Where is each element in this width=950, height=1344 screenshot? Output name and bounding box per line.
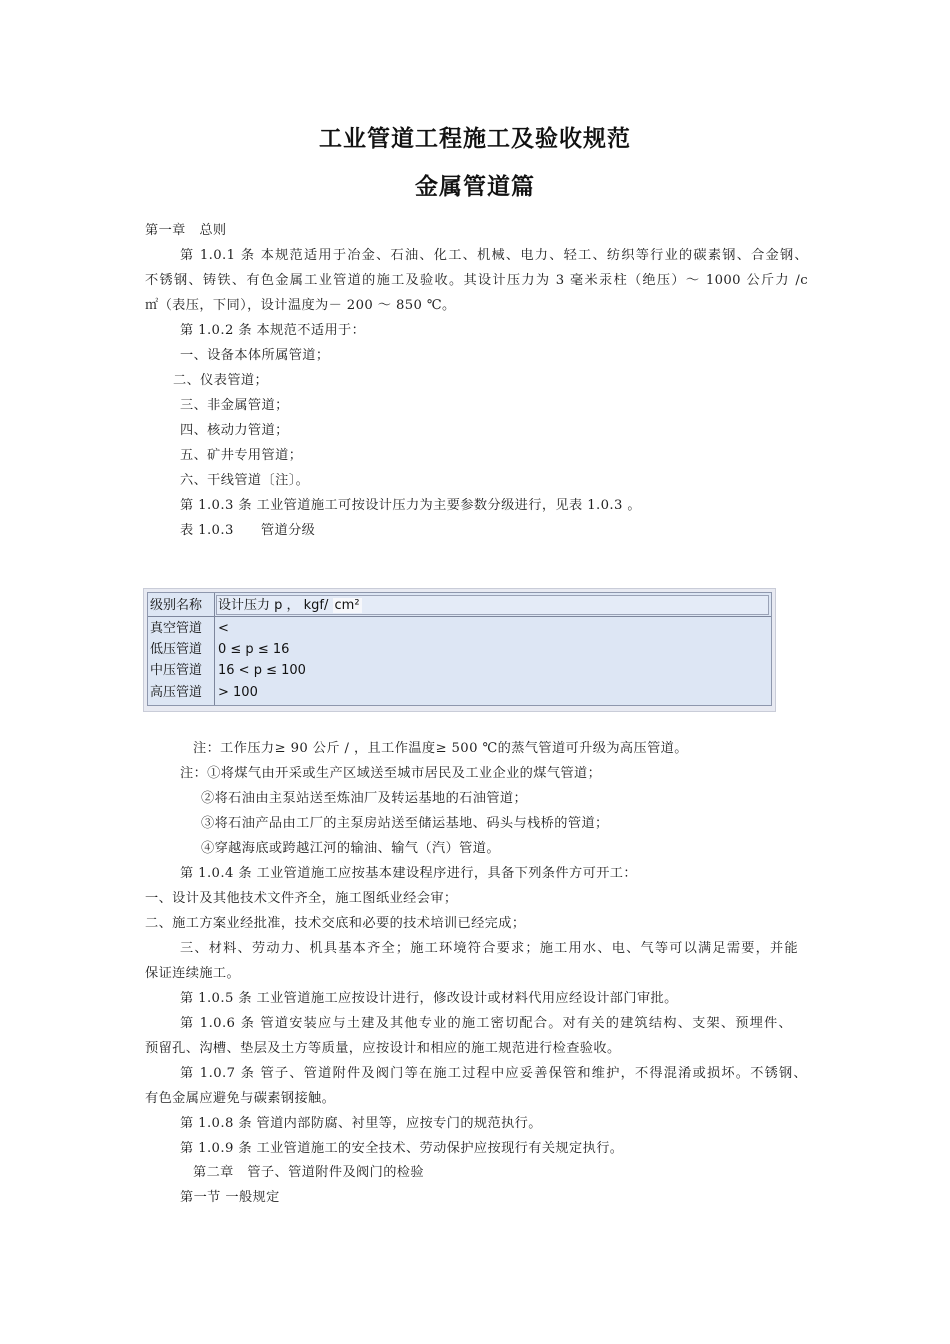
exclusion-item: 六、干线管道〔注〕。	[180, 473, 310, 488]
article-1-0-2: 第 1.0.2 条 本规范不适用于：	[180, 323, 366, 338]
article-1-0-4-item3-line1: 三、材料、劳动力、机具基本齐全；施工环境符合要求；施工用水、电、气等可以满足需要，并能	[180, 941, 798, 956]
article-1-0-7-line1: 第 1.0.7 条 管子、管道附件及阀门等在施工过程中应妥善保管和维护，不得混淆或损坏。不锈钢、	[180, 1066, 807, 1081]
article-1-0-8: 第 1.0.8 条 管道内部防腐、衬里等，应按专门的规范执行。	[180, 1116, 542, 1131]
table-caption: 表 1.0.3 管道分级	[180, 523, 316, 538]
section-1-heading: 第一节 一般规定	[180, 1190, 280, 1205]
exclusion-item: 四、核动力管道；	[180, 423, 289, 438]
chapter-2-heading: 第二章 管子、管道附件及阀门的检验	[193, 1165, 424, 1180]
table-row	[148, 682, 771, 703]
exclusion-item: 三、非金属管道；	[180, 398, 289, 413]
article-1-0-6-line1: 第 1.0.6 条 管道安装应与土建及其他专业的施工密切配合。对有关的建筑结构、支架、预埋件、	[180, 1016, 792, 1031]
header-pressure-unit: cm²	[334, 598, 360, 613]
document-title: 工业管道工程施工及验收规范	[319, 126, 631, 152]
note-2-item: ③将石油产品由工厂的主泵房站送至储运基地、码头与栈桥的管道；	[201, 816, 609, 831]
article-1-0-4-item: 二、施工方案业经批准，技术交底和必要的技术培训已经完成；	[145, 916, 526, 931]
row-pressure: 16 < p ≤ 100	[218, 663, 306, 678]
article-1-0-1-line3: ㎡（表压，下同），设计温度为－ 200 ～ 850 ℃。	[145, 298, 456, 313]
row-pressure: > 100	[218, 685, 258, 700]
table-header-row	[148, 595, 771, 616]
table-grid	[147, 592, 772, 706]
row-level-name: 真空管道	[150, 621, 203, 636]
note-2-head: 注：①将煤气由开采或生产区域送至城市居民及工业企业的煤气管道；	[180, 766, 602, 781]
note-1: 注：工作压力≥ 90 公斤 / ，且工作温度≥ 500 ℃的蒸气管道可升级为高压管道。	[193, 741, 688, 756]
row-level-name: 高压管道	[150, 685, 203, 700]
row-level-name: 中压管道	[150, 663, 203, 678]
article-1-0-6-line2: 预留孔、沟槽、垫层及土方等质量，应按设计和相应的施工规范进行检查验收。	[145, 1041, 621, 1056]
document-subtitle: 金属管道篇	[415, 174, 535, 200]
article-1-0-3: 第 1.0.3 条 工业管道施工可按设计压力为主要参数分级进行，见表 1.0.3 。	[180, 498, 641, 513]
pipe-classification-table	[143, 588, 776, 712]
exclusion-item: 二、仪表管道；	[173, 373, 269, 388]
table-row	[148, 618, 771, 639]
note-2-item: ④穿越海底或跨越江河的输油、输气（汽）管道。	[201, 841, 500, 856]
article-1-0-4: 第 1.0.4 条 工业管道施工应按基本建设程序进行，具备下列条件方可开工：	[180, 866, 637, 881]
article-1-0-4-item3-line2: 保证连续施工。	[145, 966, 241, 981]
table-row	[148, 639, 771, 660]
table-header-divider	[148, 616, 771, 617]
chapter-1-heading: 第一章 总则	[145, 223, 227, 238]
article-1-0-1-line1: 第 1.0.1 条 本规范适用于冶金、石油、化工、机械、电力、轻工、纺织等行业的碳素钢、合金钢、	[180, 248, 808, 263]
exclusion-item: 一、设备本体所属管道；	[180, 348, 330, 363]
article-1-0-9: 第 1.0.9 条 工业管道施工的安全技术、劳动保护应按现行有关规定执行。	[180, 1141, 624, 1156]
row-pressure: <	[218, 621, 229, 636]
row-pressure: 0 ≤ p ≤ 16	[218, 642, 290, 657]
header-pressure-label: 设计压力 p ， kgf/	[218, 598, 329, 613]
table-row	[148, 660, 771, 681]
header-level-name: 级别名称	[150, 598, 203, 613]
note-2-item: ②将石油由主泵站送至炼油厂及转运基地的石油管道；	[201, 791, 528, 806]
exclusion-item: 五、矿井专用管道；	[180, 448, 303, 463]
article-1-0-5: 第 1.0.5 条 工业管道施工应按设计进行，修改设计或材料代用应经设计部门审批。	[180, 991, 678, 1006]
row-level-name: 低压管道	[150, 642, 203, 657]
article-1-0-1-line2: 不锈钢、铸铁、有色金属工业管道的施工及验收。其设计压力为 3 毫米汞柱（绝压）～ 1000 公斤力 /c	[145, 273, 808, 288]
article-1-0-7-line2: 有色金属应避免与碳素钢接触。	[145, 1091, 336, 1106]
header-design-pressure	[218, 595, 362, 616]
article-1-0-4-item: 一、设计及其他技术文件齐全，施工图纸业经会审；	[145, 891, 458, 906]
